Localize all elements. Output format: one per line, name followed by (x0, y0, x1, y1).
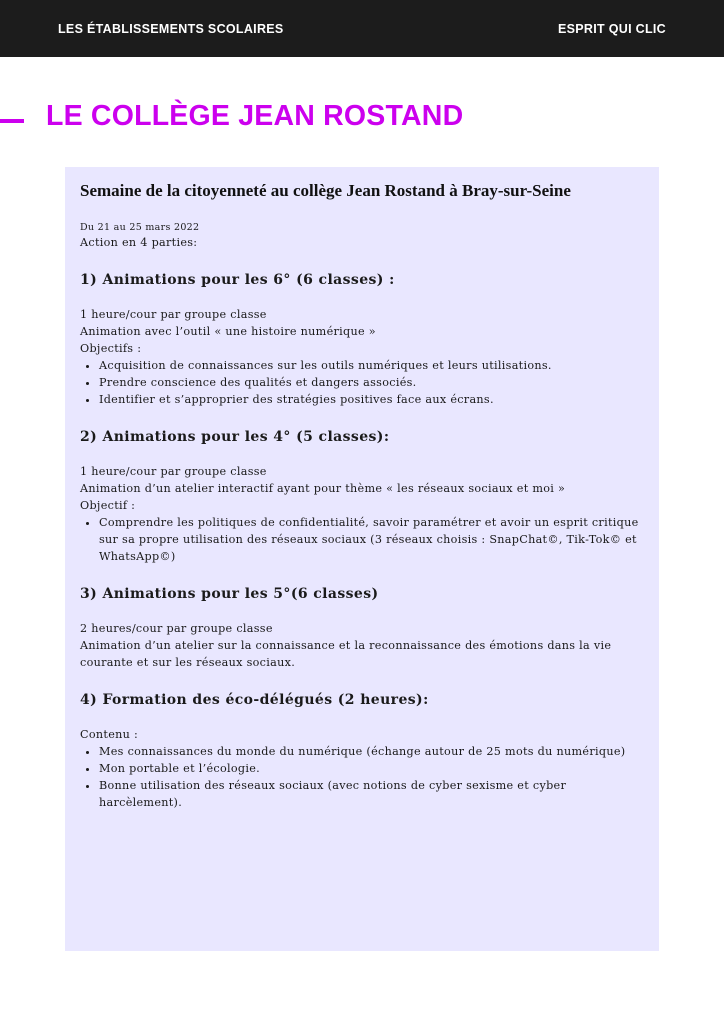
section-line: 2 heures/cour par groupe classe (80, 622, 273, 635)
section-line: Animation d’un atelier sur la connaissance et la reconnaissance des émotions dans la vie courante et sur les réseaux sociaux. (80, 639, 612, 669)
section-body (80, 306, 645, 408)
bullet-item: • Identifier et s’approprier des stratégies positives face aux écrans. (99, 391, 645, 408)
section-title: 1) Animations pour les 6° (6 classes) : (80, 272, 395, 288)
section-label: LES ÉTABLISSEMENTS SCOLAIRES (58, 22, 284, 36)
article-title: Semaine de la citoyenneté au collège Jean Rostand à Bray-sur-Seine (80, 181, 571, 200)
bullet-item: • Acquisition de connaissances sur les outils numériques et leurs utilisations. (99, 357, 645, 374)
section-body (80, 726, 645, 811)
bullet-item: • Bonne utilisation des réseaux sociaux (avec notions de cyber sexisme et cyber harcèlement). (99, 777, 645, 811)
section-3 (80, 585, 645, 671)
section-line: Contenu : (80, 728, 139, 741)
section-title: 2) Animations pour les 4° (5 classes): (80, 429, 390, 445)
section-1 (80, 271, 645, 408)
section-2 (80, 428, 645, 565)
section-4 (80, 691, 645, 811)
bullet-item: • Mes connaissances du monde du numérique (échange autour de 25 mots du numérique) (99, 743, 645, 760)
section-line: Animation d’un atelier interactif ayant pour thème « les réseaux sociaux et moi » (80, 482, 566, 495)
accent-line (0, 119, 24, 123)
article-card (65, 167, 659, 951)
section-line: Animation avec l’outil « une histoire numérique » (80, 325, 376, 338)
bullet-item: • Mon portable et l’écologie. (99, 760, 645, 777)
bullet-list (80, 743, 645, 811)
section-title: 3) Animations pour les 5°(6 classes) (80, 586, 379, 602)
article-date: Du 21 au 25 mars 2022 (80, 222, 200, 233)
bullet-item: • Comprendre les politiques de confidentialité, savoir paramétrer et avoir un esprit critique sur sa propre utilisation des réseaux sociaux (3 réseaux choisis : SnapChat©, Tik-Tok© et WhatsApp©) (99, 514, 645, 565)
page-title: LE COLLÈGE JEAN ROSTAND (46, 100, 464, 132)
bullet-item: • Prendre conscience des qualités et dangers associés. (99, 374, 645, 391)
section-body (80, 620, 645, 671)
top-header-bar (0, 0, 724, 57)
section-line: Objectif : (80, 499, 136, 512)
section-line: Objectifs : (80, 342, 142, 355)
bullet-list (80, 357, 645, 408)
brand-label: ESPRIT QUI CLIC (558, 22, 666, 36)
section-title: 4) Formation des éco-délégués (2 heures): (80, 692, 429, 708)
section-body (80, 463, 645, 565)
section-line: 1 heure/cour par groupe classe (80, 308, 267, 321)
bullet-list (80, 514, 645, 565)
article-sections (80, 271, 645, 811)
article-intro: Action en 4 parties: (80, 236, 198, 249)
section-line: 1 heure/cour par groupe classe (80, 465, 267, 478)
